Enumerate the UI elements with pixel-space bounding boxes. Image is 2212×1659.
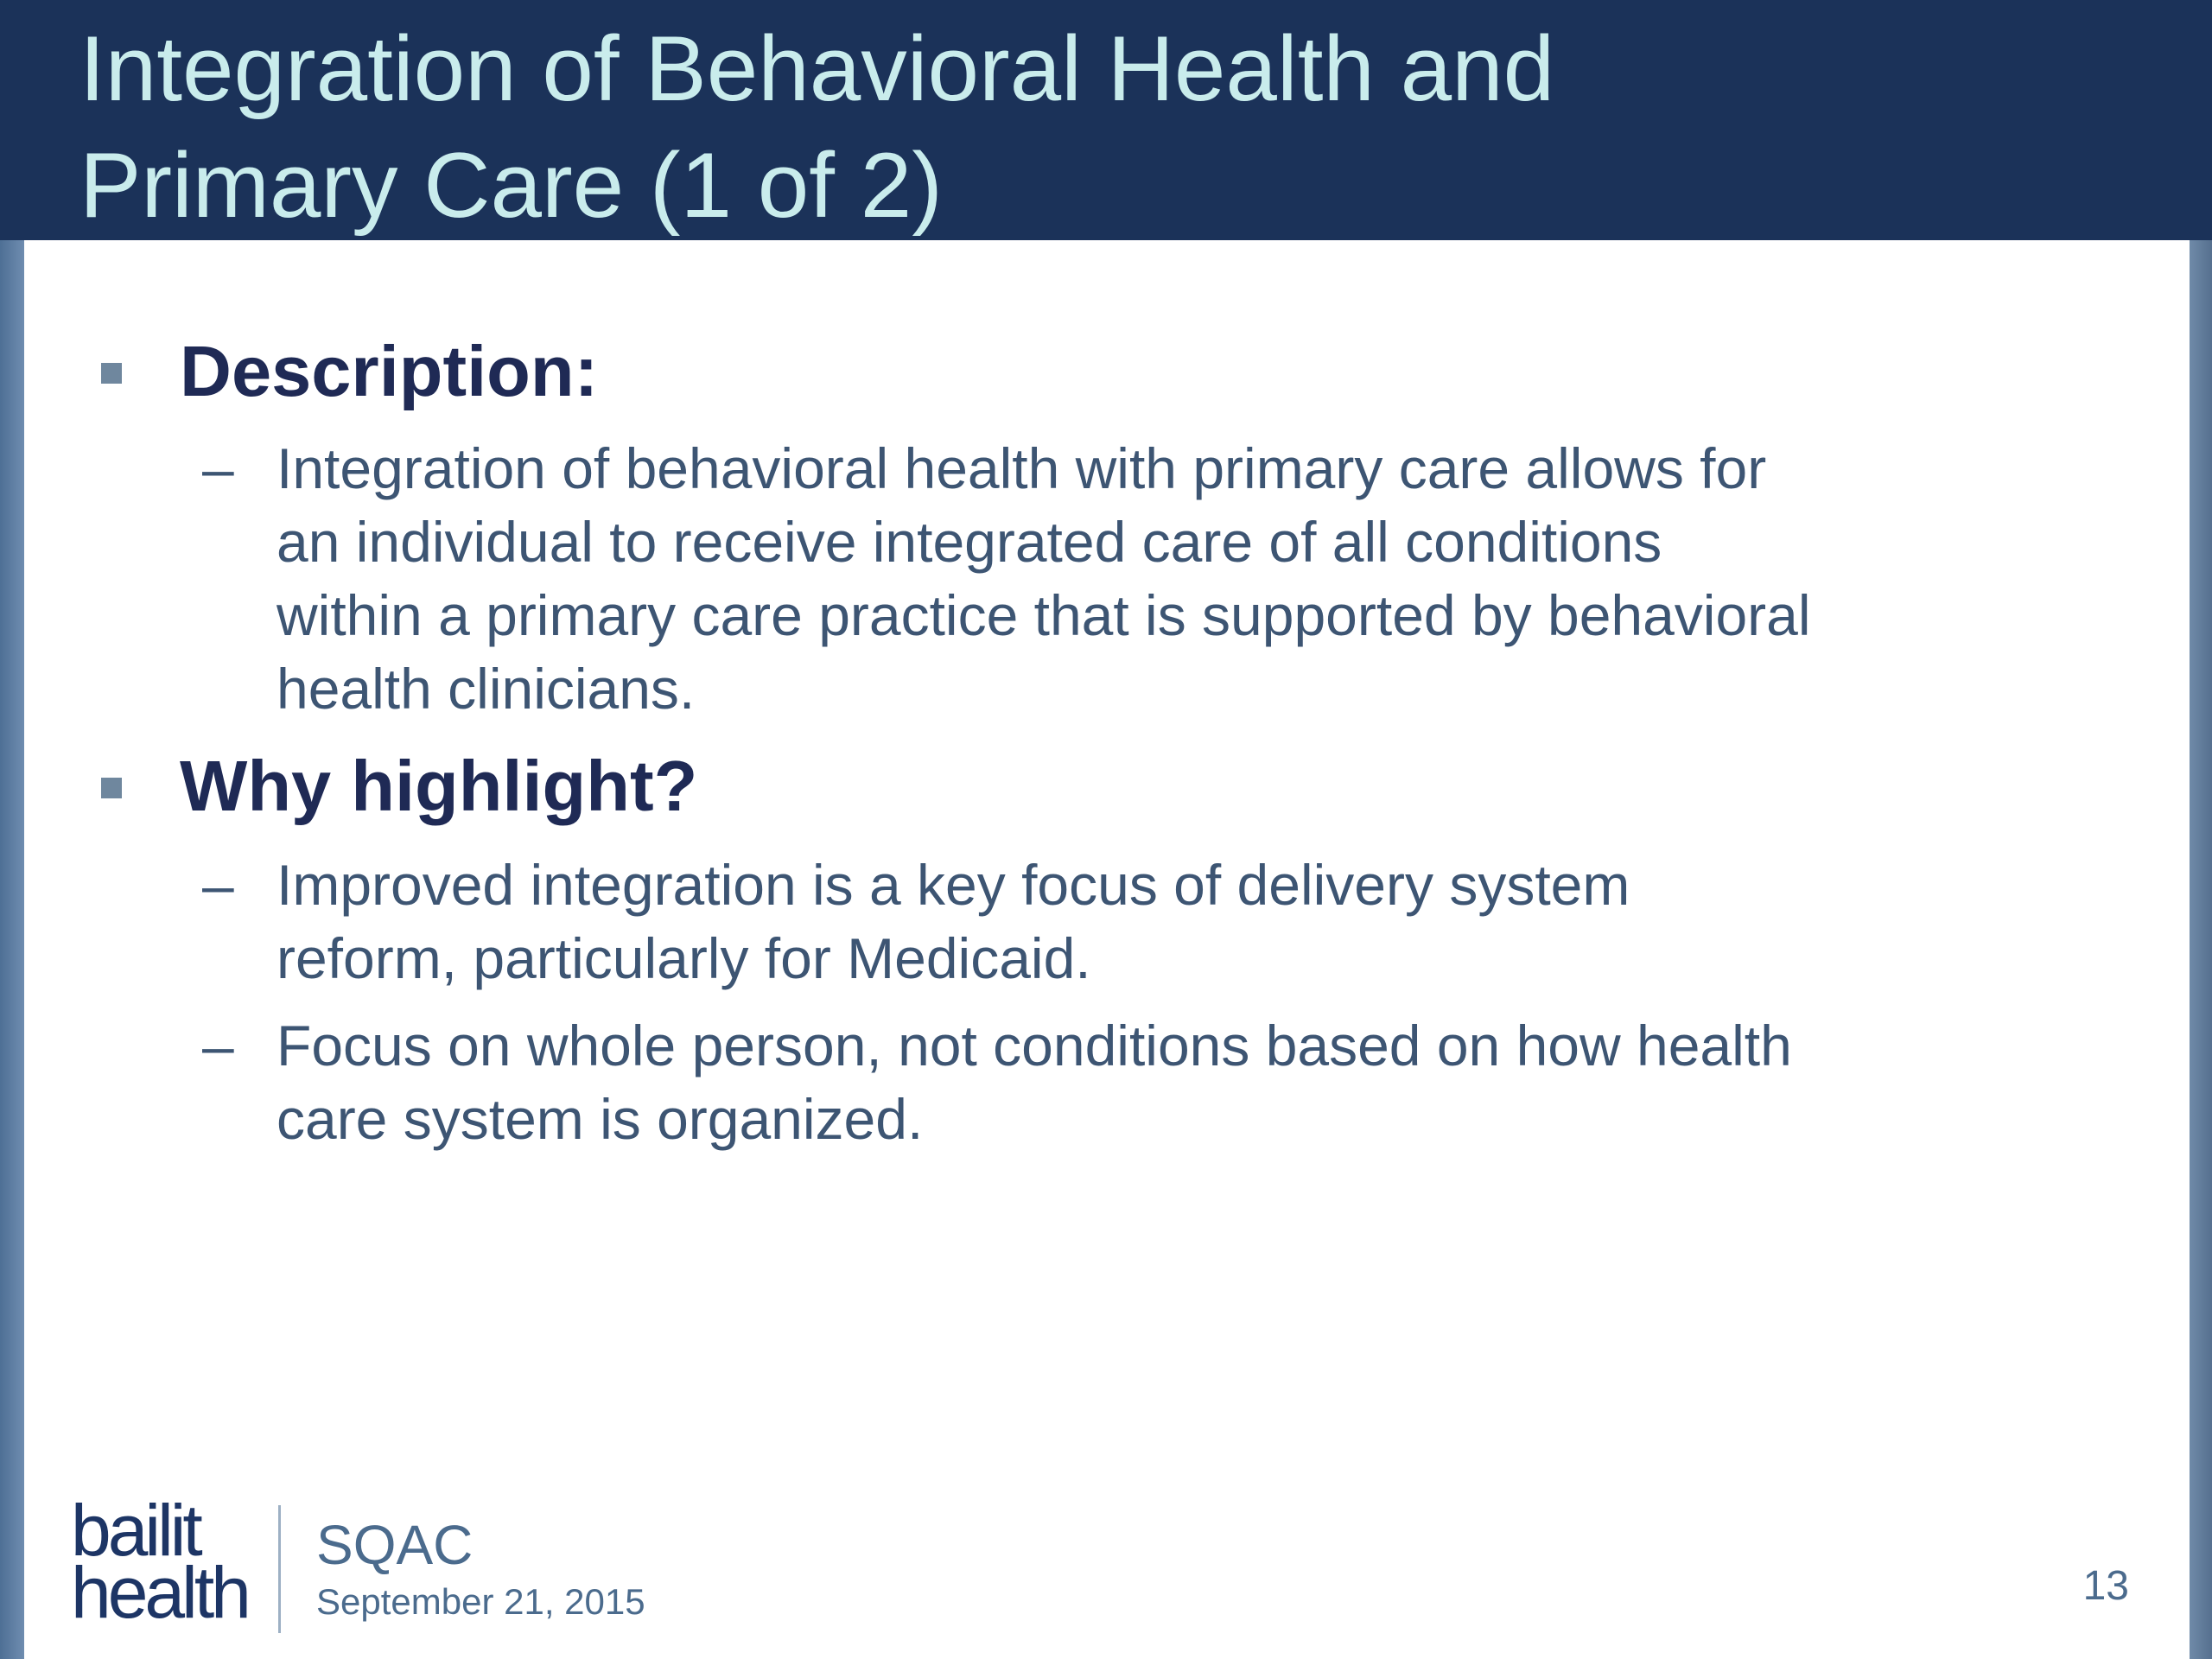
text-line: reform, particularly for Medicaid. [276, 926, 1091, 990]
text-line: an individual to receive integrated care of all conditions [276, 510, 1662, 574]
bailit-health-logo [71, 1490, 248, 1633]
bullet-description-text [276, 432, 1970, 726]
section-heading-description: Description: [180, 331, 599, 411]
footer-date: September 21, 2015 [316, 1581, 645, 1622]
text-line: Improved integration is a key focus of delivery system [276, 853, 1630, 917]
bullet-why-text-2 [276, 1009, 1970, 1156]
dash-bullet-icon: – [202, 1014, 234, 1077]
square-bullet-icon [101, 363, 122, 384]
logo-line-2: health [71, 1552, 248, 1633]
text-line: care system is organized. [276, 1087, 924, 1151]
slide-title-line-2: Primary Care (1 of 2) [79, 133, 943, 237]
bullet-why-text-1 [276, 849, 1970, 995]
footer-org: SQAC [316, 1514, 474, 1576]
square-bullet-icon [101, 778, 122, 798]
text-line: Focus on whole person, not conditions based on how health [276, 1014, 1792, 1077]
text-line: health clinicians. [276, 657, 696, 721]
logo-line-1: bailit [71, 1490, 200, 1571]
slide-title-line-1: Integration of Behavioral Health and [79, 16, 1555, 120]
section-heading-why-highlight: Why highlight? [180, 746, 698, 826]
dash-bullet-icon: – [202, 853, 234, 917]
footer-divider [278, 1505, 281, 1633]
text-line: Integration of behavioral health with primary care allows for [276, 436, 1767, 500]
text-line: within a primary care practice that is supported by behavioral [276, 583, 1811, 647]
page-number: 13 [2082, 1563, 2129, 1609]
dash-bullet-icon: – [202, 436, 234, 500]
